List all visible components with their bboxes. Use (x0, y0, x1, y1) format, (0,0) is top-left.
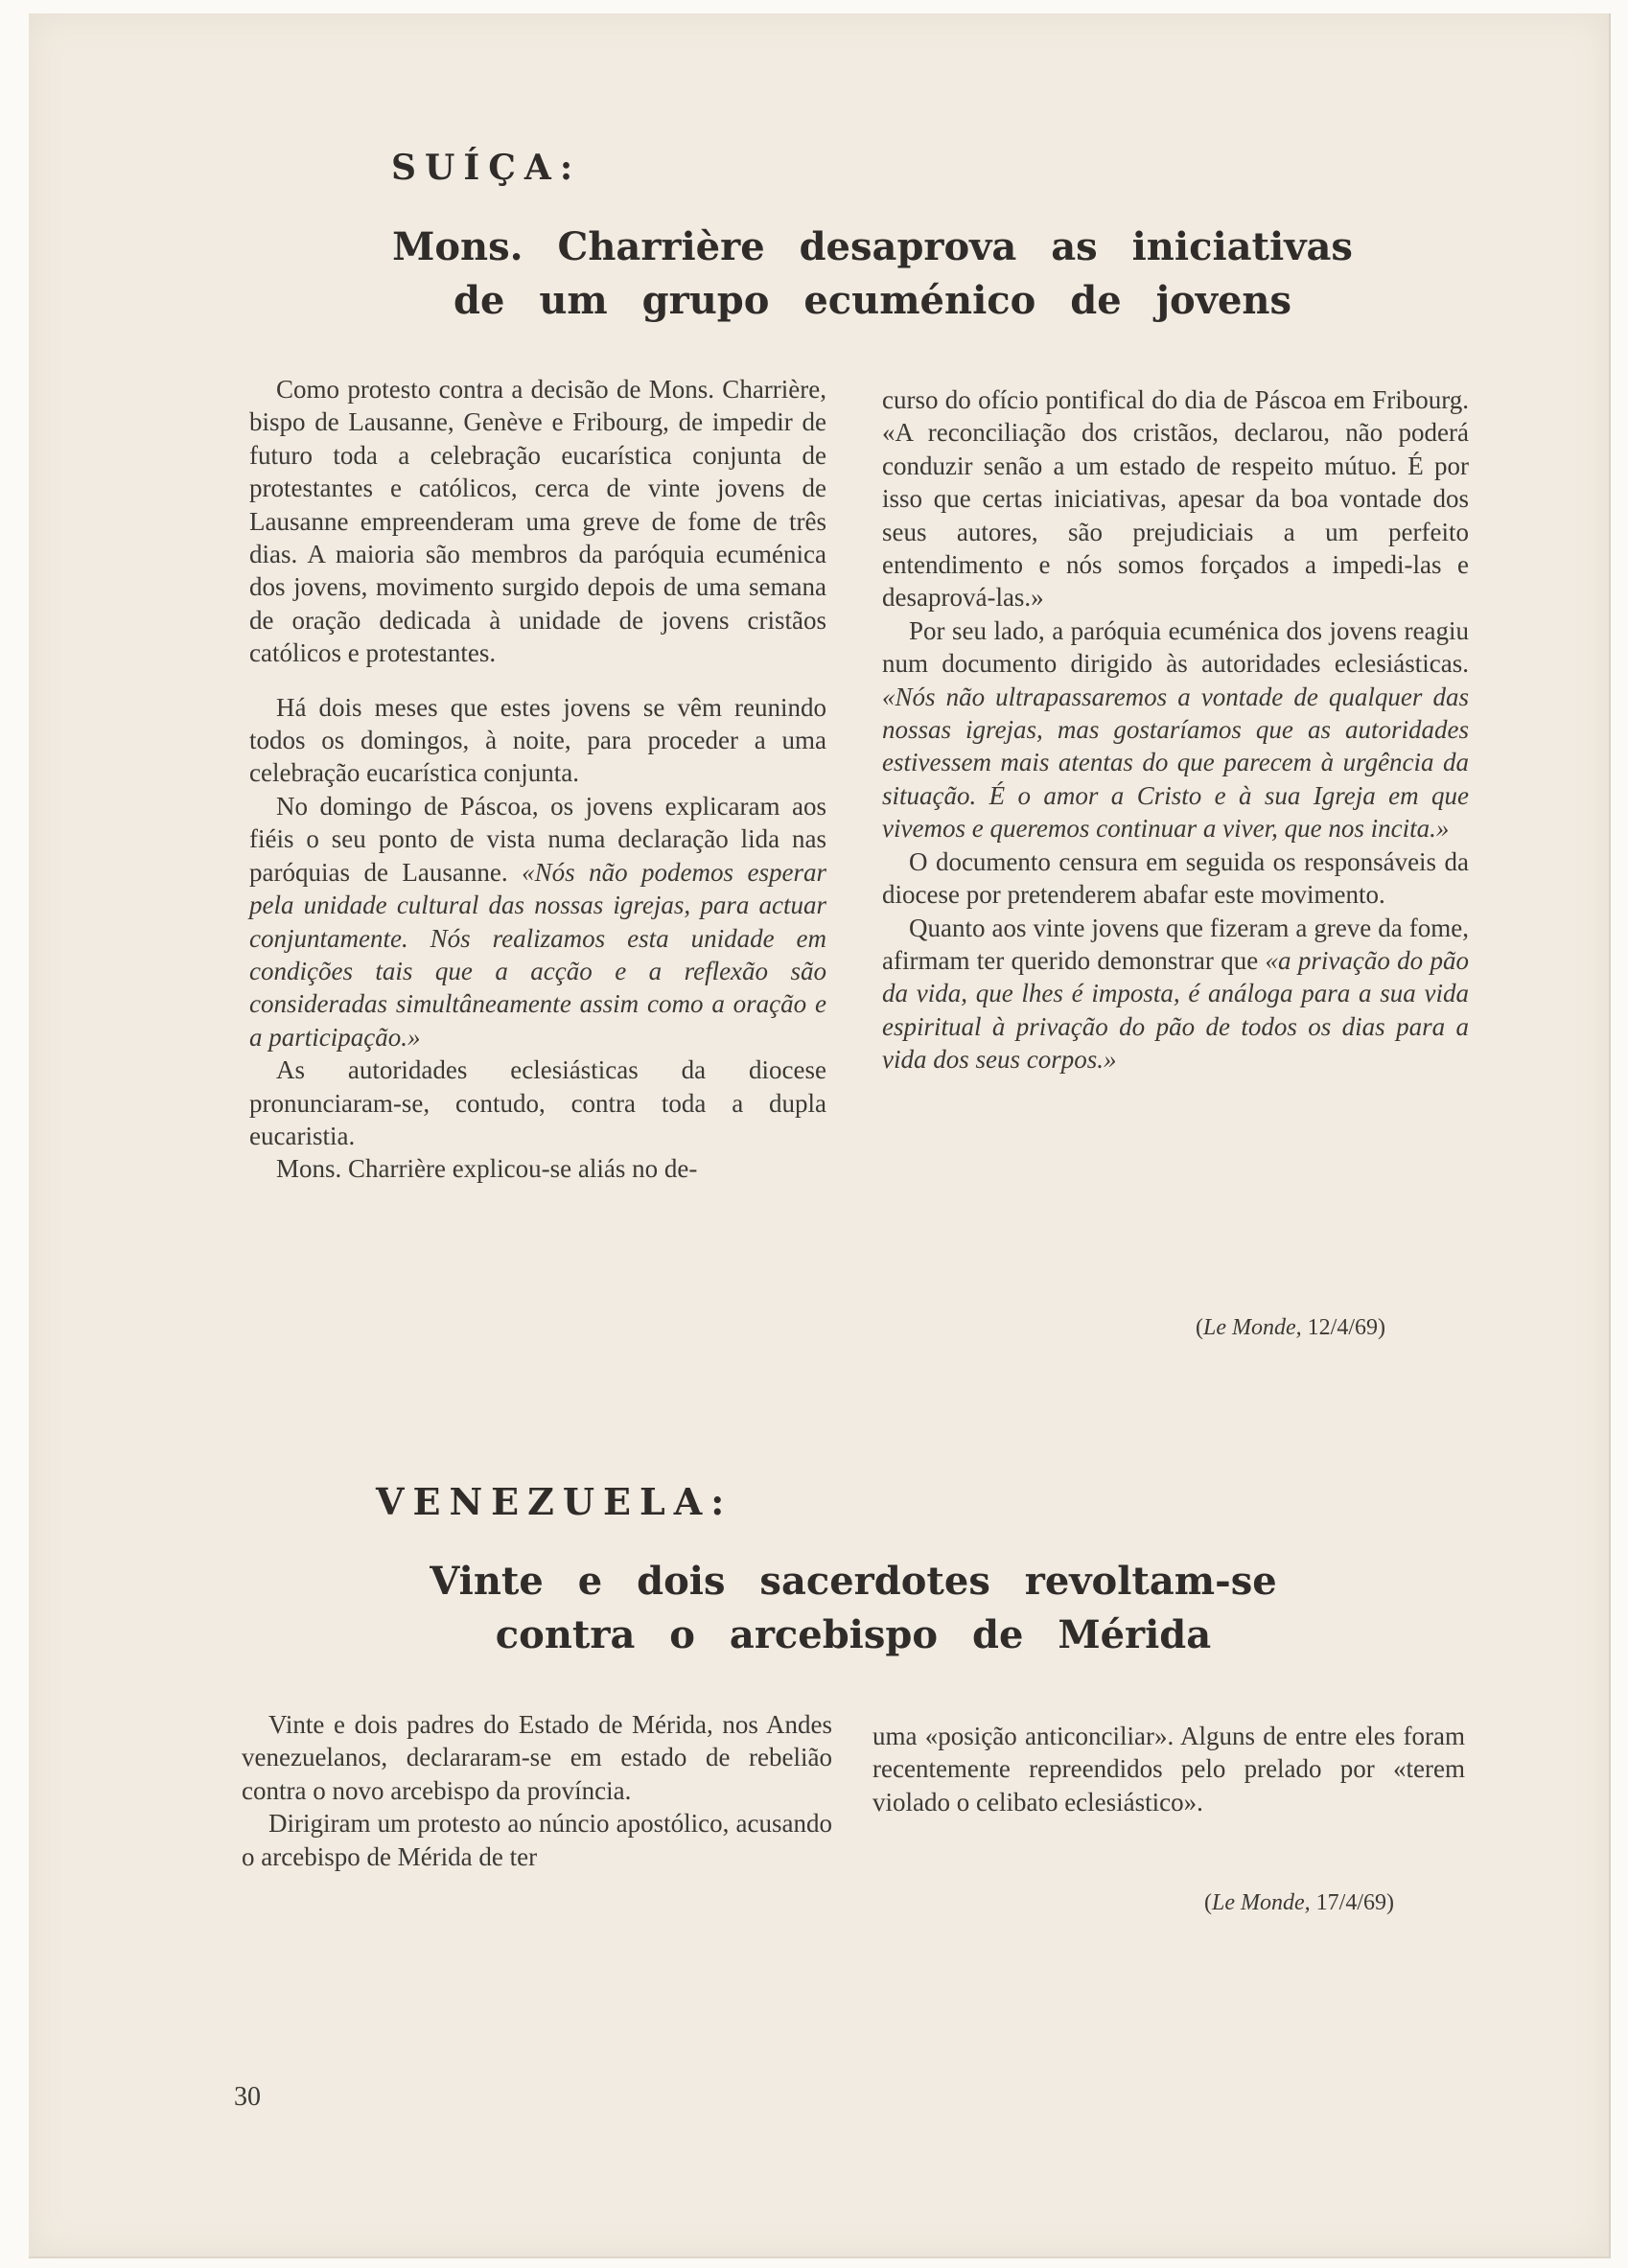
suica-right-paragraph-4 (882, 912, 1469, 1076)
suica-youth-quote: «a privação do pão da vida, que lhes é imposta, é análoga para a sua vida espiritual à privação do pão de todos os dias para a vida dos seus corpos.» (882, 945, 1470, 1075)
suica-right-paragraph-3: O documento censura em seguida os responsáveis da diocese por pretenderem abafar este movimento. (882, 846, 1469, 910)
venezuela-right-paragraph-1: uma «posição anticonciliar». Alguns de entre eles foram recentemente repreendidos pelo prelado por «terem violado o celibato eclesiástico». (872, 1722, 1465, 1817)
page-number: 30 (234, 2082, 261, 2112)
venezuela-source-date: 17/4/69) (1315, 1890, 1394, 1915)
venezuela-left-paragraph-1: Vinte e dois padres do Estado de Mérida, nos Andes venezuelanos, declararam-se em estado de rebelião contra o novo arcebispo da província. (242, 1710, 832, 1805)
suica-declaration-quote: «Nós não podemos esperar pela unidade cultural das nossas igrejas, para actuar conjuntamente. Nós realizamos esta unidade em condições tais que a acção e a reflexão são consideradas simultâneamente assim como a oração e a participação.» (249, 857, 827, 1052)
suica-right-paragraph-4-text: Quanto aos vinte jovens que fizeram a greve da fome, afirmam ter querido demonstrar que (882, 913, 1469, 975)
suica-left-column (249, 373, 826, 1186)
suica-left-paragraph-1: Como protesto contra a decisão de Mons. Charrière, bispo de Lausanne, Genève e Fribourg, de impedir de futuro toda a celebração eucarística conjunta de protestantes e católicos, cerca de vinte jovens de Lausanne empreenderam uma greve de fome de três dias. A maioria são membros da paróquia ecuménica dos jovens, movimento surgido depois de uma semana de oração dedicada à unidade de jovens cristãos católicos e protestantes. (249, 375, 826, 668)
suica-right-paragraph-1: curso do ofício pontifical do dia de Páscoa em Fribourg. «A reconciliação dos cristãos, declarou, não poderá conduzir senão a um estado de respeito mútuo. É por isso que certas iniciativas, apesar da boa vontade dos seus autores, são prejudiciais a um perfeito entendimento e nós somos forçados a impedi-las e desaprová-las.» (882, 385, 1469, 613)
venezuela-left-column (242, 1708, 832, 1873)
suica-left-paragraph-3-text: No domingo de Páscoa, os jovens explicaram aos fiéis o seu ponto de vista numa declaração lida nas paróquias de Lausanne. (249, 791, 826, 887)
headline-venezuela-line1: Vinte e dois sacerdotes revoltam-se (430, 1559, 1277, 1604)
headline-suica-line2: de um grupo ecuménico de jovens (453, 278, 1292, 323)
suica-left-paragraph-2: Há dois meses que estes jovens se vêm reunindo todos os domingos, à noite, para proceder a uma celebração eucarística conjunta. (249, 692, 826, 788)
venezuela-source-publication: Le Monde, (1212, 1890, 1311, 1915)
suica-parish-quote: «Nós não ultrapassaremos a vontade de qualquer das nossas igrejas, mas gostaríamos que as autoridades estivessem mais atentas do que parecem à urgência da situação. É o amor a Cristo e à sua Igreja em que vivemos e queremos continuar a viver, que nos incita.» (882, 682, 1469, 844)
suica-source-date: 12/4/69) (1307, 1315, 1385, 1340)
suica-left-paragraph-5: Mons. Charrière explicou-se aliás no de- (276, 1154, 698, 1184)
suica-source-open: ( (1196, 1315, 1203, 1340)
suica-source-publication: Le Monde, (1203, 1315, 1302, 1340)
venezuela-source-citation (1204, 1890, 1394, 1916)
section-country-venezuela: VENEZUELA: (376, 1480, 733, 1523)
suica-source-citation (1196, 1315, 1385, 1341)
venezuela-right-column (872, 1720, 1465, 1818)
section-country-suica: SUÍÇA: (391, 148, 582, 188)
suica-right-paragraph-2-text: Por seu lado, a paróquia ecuménica dos jovens reagiu num documento dirigido às autoridades eclesiásticas. (882, 615, 1469, 679)
suica-right-column (882, 383, 1469, 1076)
suica-right-paragraph-2 (882, 614, 1469, 845)
headline-venezuela (316, 1555, 1390, 1662)
headline-suica-line1: Mons. Charrière desaprova as iniciativas (392, 224, 1353, 269)
venezuela-left-paragraph-2: Dirigiram um protesto ao núncio apostólico, acusando o arcebispo de Mérida de ter (242, 1809, 832, 1871)
headline-suica (316, 220, 1429, 328)
venezuela-source-open: ( (1204, 1890, 1212, 1915)
headline-venezuela-line2: contra o arcebispo de Mérida (495, 1612, 1212, 1657)
suica-left-paragraph-4: As autoridades eclesiásticas da diocese pronunciaram-se, contudo, contra toda a dupla eucaristia. (249, 1055, 826, 1150)
magazine-page (29, 13, 1611, 2258)
suica-left-paragraph-3 (249, 790, 826, 1053)
